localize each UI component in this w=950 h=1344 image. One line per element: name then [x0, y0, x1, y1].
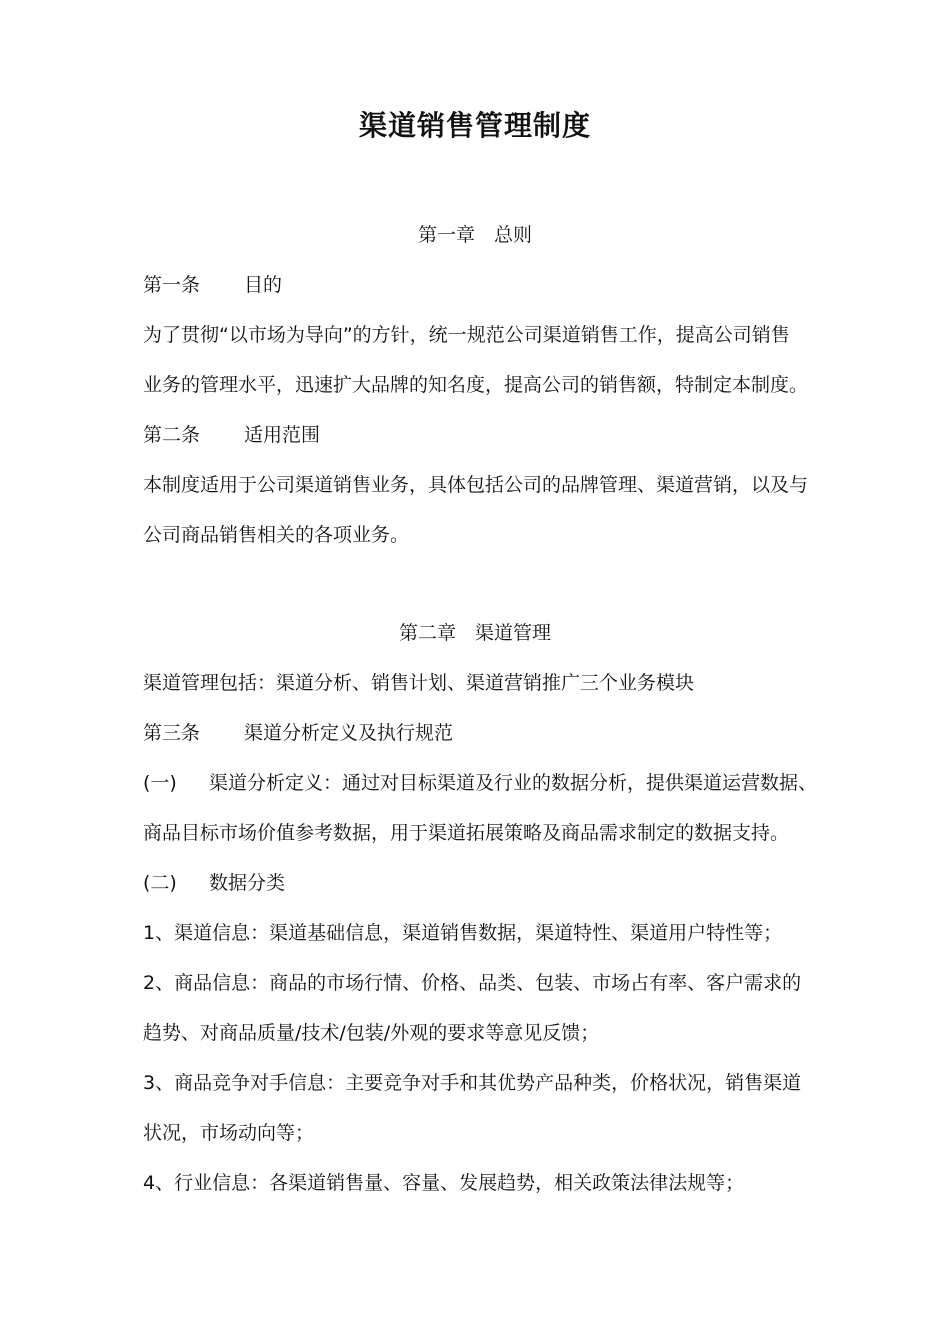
article-1-number: 第一条 — [143, 274, 201, 296]
article-2-paragraph-line-2: 公司商品销售相关的各项业务。 — [143, 524, 410, 546]
list-item-4: 4、行业信息：各渠道销售量、容量、发展趋势，相关政策法律法规等； — [143, 1172, 745, 1194]
list-item-1: 1、渠道信息：渠道基础信息，渠道销售数据，渠道特性、渠道用户特性等； — [143, 922, 783, 944]
list-item-3-line-1: 3、商品竞争对手信息：主要竞争对手和其优势产品种类，价格状况，销售渠道 — [143, 1072, 802, 1094]
section-1-number: (一) — [143, 772, 177, 794]
section-1-line-2: 商品目标市场价值参考数据，用于渠道拓展策略及商品需求制定的数据支持。 — [143, 822, 790, 844]
article-1-heading — [143, 270, 823, 300]
chapter-1-heading: 第一章 总则 — [417, 224, 532, 246]
article-1-paragraph-line-1: 为了贯彻“以市场为导向”的方针，统一规范公司渠道销售工作，提高公司销售 — [143, 324, 790, 346]
article-3-title: 渠道分析定义及执行规范 — [244, 722, 454, 744]
article-3-number: 第三条 — [143, 722, 201, 744]
article-2-heading — [143, 420, 823, 450]
article-2-title: 适用范围 — [244, 424, 321, 446]
article-2-number: 第二条 — [143, 424, 201, 446]
article-2-paragraph-line-1: 本制度适用于公司渠道销售业务，具体包括公司的品牌管理、渠道营销，以及与 — [143, 474, 809, 496]
section-1-line-1 — [143, 768, 823, 798]
chapter-2-intro: 渠道管理包括：渠道分析、销售计划、渠道营销推广三个业务模块 — [143, 672, 695, 694]
article-1-paragraph-line-2: 业务的管理水平，迅速扩大品牌的知名度，提高公司的销售额，特制定本制度。 — [143, 374, 809, 396]
section-2-heading — [143, 868, 823, 898]
list-item-3-line-2: 状况，市场动向等； — [143, 1122, 315, 1144]
chapter-2-heading: 第二章 渠道管理 — [398, 622, 551, 644]
article-1-title: 目的 — [244, 274, 283, 296]
section-2-number: (二) — [143, 872, 177, 894]
section-2-title: 数据分类 — [209, 872, 286, 894]
article-3-heading — [143, 718, 823, 748]
section-1-text: 渠道分析定义：通过对目标渠道及行业的数据分析，提供渠道运营数据、 — [209, 772, 818, 794]
document-title: 渠道销售管理制度 — [358, 109, 591, 142]
list-item-2-line-1: 2、商品信息：商品的市场行情、价格、品类、包装、市场占有率、客户需求的 — [143, 972, 802, 994]
list-item-2-line-2: 趋势、对商品质量/技术/包装/外观的要求等意见反馈； — [143, 1022, 600, 1044]
